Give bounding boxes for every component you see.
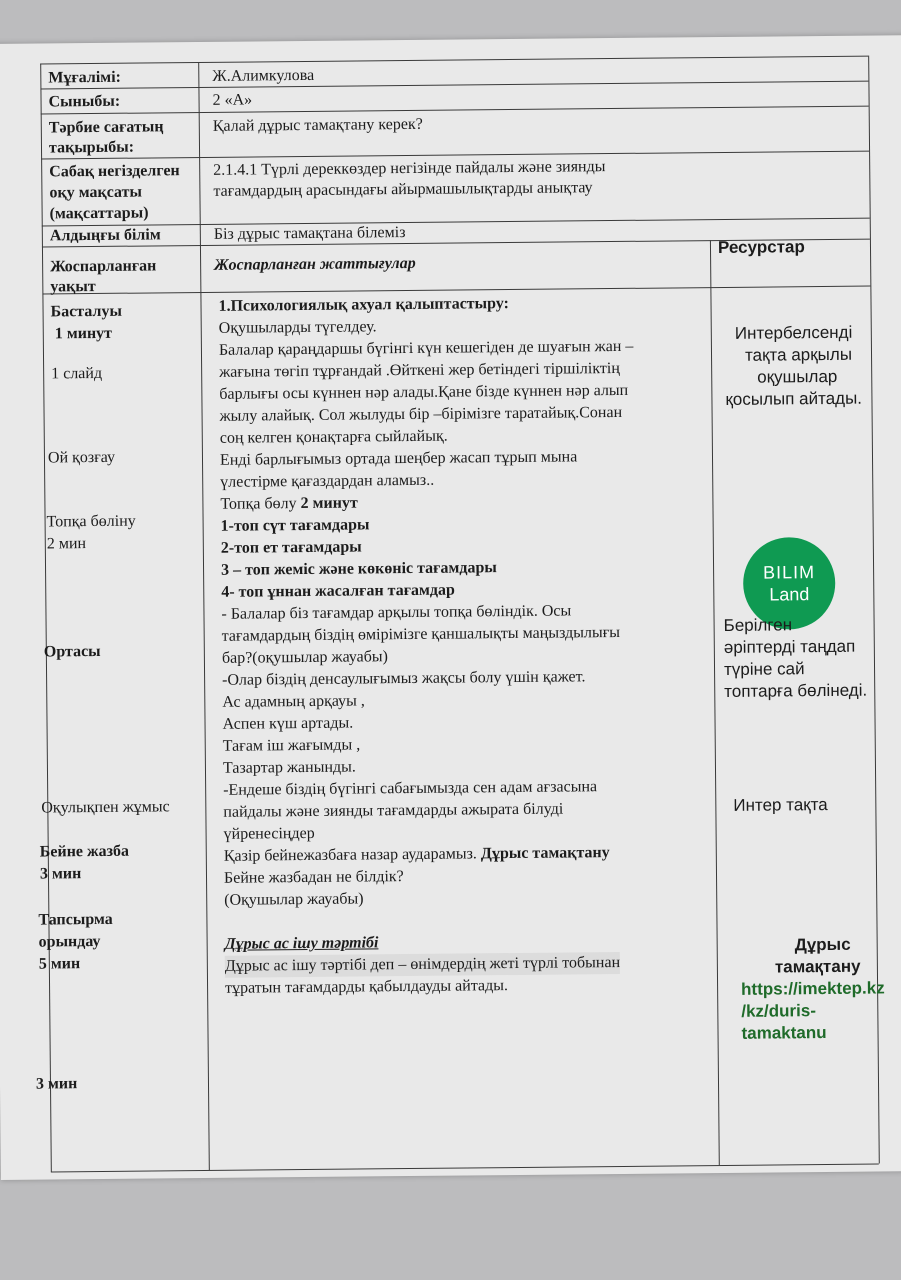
rule-line: Дұрыс ас ішу тәртібі деп – өнімдердің жеті түрлі тобынан — [225, 952, 620, 978]
resource-video-link-1[interactable]: https://imektep.kz — [741, 978, 885, 999]
resource-interactive-1: Интербелсенді — [734, 322, 853, 343]
resource-interactive-3: оқушылар — [757, 366, 838, 387]
lesson-plan-sheet — [0, 35, 901, 1180]
logo-text-2: Land — [769, 584, 810, 605]
activity-line: - Балалар біз тағамдар арқылы топқа бөліндік. Осы — [221, 602, 572, 623]
resource-groups-2: әріптерді таңдап — [723, 636, 856, 657]
group-item: 2-топ ет тағамдары — [220, 538, 362, 557]
topic-label-1: Тәрбие сағатың — [48, 118, 164, 137]
slide-label: 1 слайд — [51, 364, 103, 383]
resource-video-link-2[interactable]: /kz/duris- — [741, 1001, 817, 1021]
activity-line: пайдалы және зиянды тағамдарды ажырата білуді — [223, 800, 564, 821]
activity-line: бар?(оқушылар жауабы) — [221, 648, 389, 667]
video-question: Бейне жазбадан не білдік? — [223, 868, 404, 887]
activities-heading: 1.Психологиялық ахуал қалыптастыру: — [218, 295, 510, 315]
group-split-intro-time: 2 минут — [300, 494, 358, 513]
col-time-header-1: Жоспарланған — [50, 257, 157, 276]
prior-knowledge-label: Алдыңғы білім — [49, 226, 161, 245]
task-label-1: Тапсырма — [38, 910, 113, 929]
video-line-text: Қазір бейнежазбаға назар аударамыз. — [223, 845, 481, 865]
activity-line: -Олар біздің денсаулығымыз жақсы болу үшін қажет. — [222, 668, 586, 689]
resource-video-link-3[interactable]: tamaktanu — [741, 1023, 827, 1043]
middle-label: Ортасы — [43, 642, 101, 661]
task-time: 5 мин — [38, 955, 81, 973]
video-label: Бейне жазба — [39, 842, 130, 861]
activity-line: Балалар қараңдаршы бүгінгі күн кешегіден де шуағын жан – — [218, 337, 634, 359]
video-answer: (Оқушылар жауабы) — [224, 890, 364, 909]
group-split-time: 2 мин — [46, 535, 87, 553]
activity-line: Тағам іш жағымды , — [222, 736, 361, 755]
activity-line: барлығы осы күннен нәр алады.Қане бізде күннен нәр алып — [219, 381, 629, 403]
resource-interactive-2: тақта арқылы — [744, 344, 853, 365]
objective-value-2: тағамдардың арасындағы айырмашылықтарды анықтау — [213, 179, 593, 200]
activity-line: Ас адамның арқауы , — [222, 692, 365, 711]
resource-groups-4: топтарға бөлінеді. — [724, 680, 868, 701]
activity-line: Енді барлығымыз ортада шеңбер жасап тұрып мына — [219, 448, 578, 469]
rule-title: Дұрыс ас ішу тәртібі — [224, 934, 379, 953]
resource-interactive-4: қосылып айтады. — [725, 388, 863, 409]
objective-label-3: (мақсаттары) — [49, 204, 149, 223]
activity-line: жылу алайық. Сол жылуды бір –бірімізге таратайық.Сонан — [219, 403, 623, 425]
resource-board: Интер тақта — [733, 794, 828, 815]
objective-label-2: оқу мақсаты — [49, 183, 142, 202]
col-resources-header: Ресурстар — [717, 237, 805, 258]
prior-knowledge-value: Біз дұрыс тамақтана білеміз — [213, 224, 406, 243]
group-item: 1-топ сүт тағамдары — [220, 516, 370, 535]
video-line — [224, 842, 610, 868]
group-split-intro-text: Топқа бөлу — [220, 495, 301, 513]
teacher-label: Мұғалімі: — [48, 68, 122, 87]
activity-line: Тазартар жанынды. — [222, 758, 356, 777]
objective-label-1: Сабақ негізделген — [49, 162, 180, 181]
group-split-label: Топқа бөліну — [46, 512, 136, 531]
col-time-header-2: уақыт — [50, 277, 96, 296]
col-divider-1 — [198, 62, 210, 1170]
topic-label-2: тақырыбы: — [48, 138, 135, 157]
resource-video-title-1: Дұрыс — [794, 934, 851, 955]
class-label: Сыныбы: — [48, 92, 121, 111]
activity-line: -Ендеше біздің бүгінгі сабағымызда сен адам ағзасына — [223, 778, 598, 799]
activity-line: тағамдардың біздің өмірімізге қаншалықты маңыздылығы — [221, 623, 621, 645]
topic-value: Қалай дұрыс тамақтану керек? — [212, 115, 423, 135]
activity-line: жағына төгіп тұрғандай .Өйткені жер бетіндегі тіршіліктің — [219, 359, 620, 381]
rule-4 — [42, 218, 870, 227]
rule-2 — [41, 106, 869, 115]
resource-video-title-2: тамақтану — [774, 956, 861, 977]
video-time: 3 мин — [39, 865, 82, 883]
last-time: 3 мин — [35, 1075, 78, 1093]
activity-line: Аспен күш артады. — [222, 714, 354, 733]
col-activities-header: Жоспарланған жаттығулар — [214, 254, 416, 274]
activity-line: үлестірме қағаздардан аламыз.. — [220, 471, 435, 491]
task-label-2: орындау — [38, 932, 101, 951]
rule-line: тұратын тағамдарды қабылдауды айтады. — [224, 977, 509, 997]
resource-groups-1: Берілген — [723, 615, 793, 635]
activity-line: Оқушыларды түгелдеу. — [218, 318, 377, 337]
group-split-intro — [220, 492, 358, 515]
teacher-value: Ж.Алимкулова — [212, 66, 315, 85]
motivate-label: Ой қозғау — [47, 448, 116, 467]
rule-top — [40, 56, 868, 65]
col-divider-2 — [710, 240, 720, 1165]
textbook-label: Оқулықпен жұмыс — [41, 798, 170, 817]
activity-line: үйренесіңдер — [223, 824, 315, 843]
class-value: 2 «А» — [212, 91, 253, 109]
rule-1 — [40, 81, 868, 90]
start-label: Басталуы — [50, 302, 122, 321]
rule-bottom — [51, 1164, 879, 1173]
objective-value-1: 2.1.4.1 Түрлі дереккөздер негізінде пайдалы және зиянды — [213, 158, 606, 179]
start-time: 1 минут — [54, 324, 113, 343]
resource-groups-3: түріне сай — [723, 659, 805, 679]
logo-text-1: BILIM — [762, 562, 816, 583]
video-line-title: Дұрыс тамақтану — [480, 844, 610, 863]
activity-line: соң келген қонақтарға сыйлайық. — [219, 427, 448, 447]
group-item: 4- топ ұннан жасалған тағамдар — [221, 581, 455, 601]
group-item: 3 – топ жеміс және көкөніс тағамдары — [220, 559, 497, 579]
